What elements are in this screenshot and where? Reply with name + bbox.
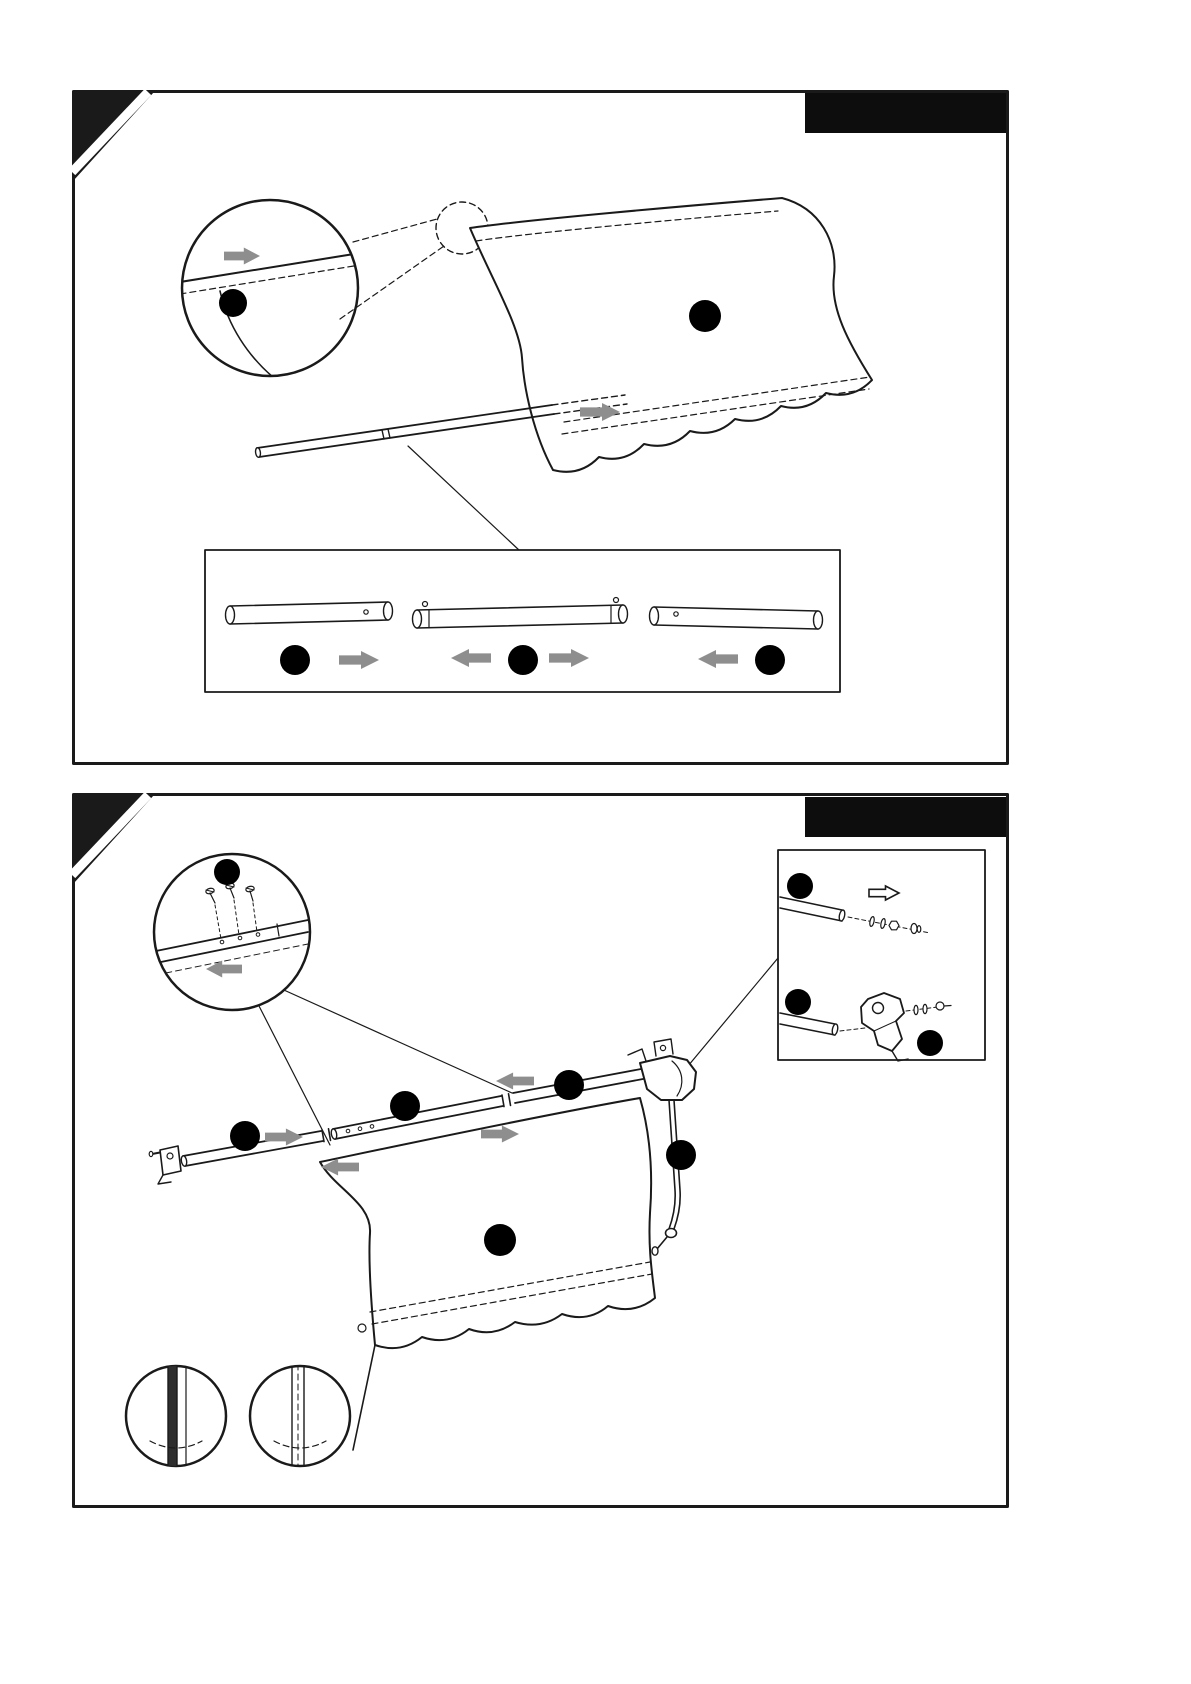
callout-marker — [785, 989, 811, 1015]
callout-marker — [917, 1030, 943, 1056]
grommet — [358, 1324, 366, 1332]
callout-marker — [219, 289, 247, 317]
callout-marker — [214, 859, 240, 885]
hem-detail-circle-1 — [126, 1364, 226, 1468]
header-bar — [805, 93, 1006, 133]
callout-marker — [554, 1070, 584, 1100]
detail-circle-outline — [250, 1366, 350, 1466]
pin-end — [149, 1151, 153, 1156]
callout-marker — [787, 873, 813, 899]
handle-loop — [666, 1229, 677, 1238]
callout-marker — [666, 1140, 696, 1170]
rod-end-cap — [255, 447, 261, 457]
header-bar-rect — [805, 797, 1006, 837]
callout-marker — [508, 645, 538, 675]
callout-marker — [755, 645, 785, 675]
washer-icon — [914, 1005, 918, 1014]
zoom-circle-outline — [182, 200, 358, 376]
locking-pin — [614, 598, 619, 603]
cap-nut-icon — [917, 926, 921, 933]
callout-marker — [390, 1091, 420, 1121]
step-1-diagram — [72, 90, 1009, 765]
callout-marker — [280, 645, 310, 675]
mounting-tab — [654, 1039, 673, 1056]
bracket-hole — [873, 1003, 884, 1014]
callout-marker — [230, 1121, 260, 1151]
header-bar — [805, 797, 1006, 837]
hem-detail-circle-2 — [250, 1364, 350, 1468]
step-panel-1 — [72, 90, 1009, 765]
step-panel-2 — [72, 793, 1009, 1508]
callout-marker — [484, 1224, 516, 1256]
handle-grip-end — [652, 1247, 658, 1255]
locking-pin — [423, 602, 428, 607]
washer-icon — [923, 1004, 927, 1013]
cap-nut-icon — [911, 924, 917, 934]
nut-icon — [889, 921, 899, 930]
callout-marker — [689, 300, 721, 332]
hem-dark-strip — [168, 1364, 177, 1468]
header-bar-rect — [805, 93, 1006, 133]
step-2-diagram — [72, 793, 1009, 1508]
